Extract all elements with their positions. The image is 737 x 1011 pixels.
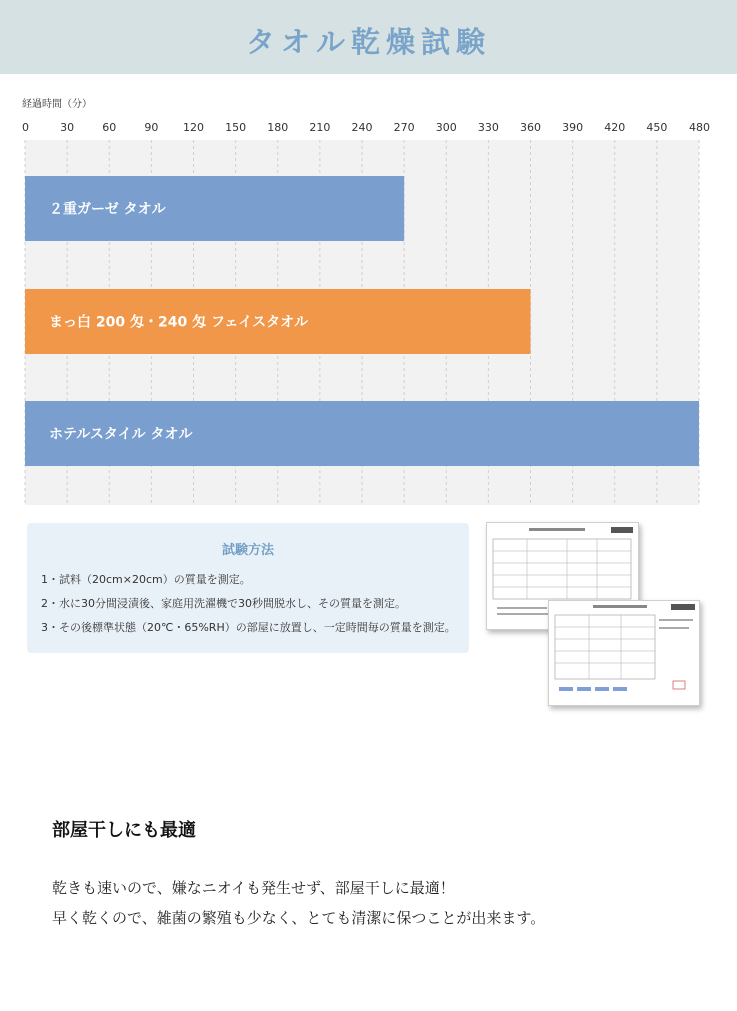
- page-title: タオル乾燥試験: [245, 25, 491, 59]
- tick-label: 210: [309, 121, 331, 134]
- tick-label: 60: [102, 121, 117, 134]
- title-banner: [0, 0, 737, 74]
- tick-label: 450: [646, 121, 668, 134]
- tick-label: 390: [562, 121, 584, 134]
- tick-label: 300: [435, 121, 457, 134]
- tick-label: 330: [477, 121, 499, 134]
- tick-label: 150: [225, 121, 247, 134]
- body-text: 乾きも速いので、嫌なニオイも発生せず、部屋干しに最適！: [52, 879, 455, 897]
- test-report-image: [548, 600, 700, 706]
- body-text: 早く乾くので、雑菌の繁殖も少なく、とても清潔に保つことが出来ます。: [52, 909, 546, 927]
- tick-label: 270: [393, 121, 415, 134]
- tick-label: 30: [60, 121, 75, 134]
- test-method-step: 3・その後標準状態（20℃・65%RH）の部屋に放置し、一定時間毎の質量を測定。: [41, 621, 456, 634]
- tick-label: 180: [267, 121, 289, 134]
- section-heading: 部屋干しにも最適: [52, 820, 196, 841]
- tick-label: 240: [351, 121, 373, 134]
- test-method-step: 2・水に30分間浸漬後、家庭用洗濯機で30秒間脱水し、その質量を測定。: [41, 597, 406, 610]
- tick-label: 420: [604, 121, 626, 134]
- test-method-step: 1・試料（20cm×20cm）の質量を測定。: [41, 573, 251, 586]
- bar-label: まっ白 200 匁・240 匁 フェイスタオル: [49, 314, 309, 331]
- axis-label: 経過時間（分）: [22, 99, 92, 110]
- tick-label: 360: [520, 121, 541, 134]
- plot-area: [22, 121, 710, 505]
- tick-label: 90: [144, 121, 159, 134]
- tick-label: 0: [22, 121, 29, 134]
- tick-label: 480: [689, 121, 710, 134]
- drying-time-chart: [0, 88, 737, 508]
- tick-label: 120: [183, 121, 204, 134]
- test-method-box: [27, 523, 469, 653]
- bar-label: ２重ガーゼ タオル: [49, 201, 166, 218]
- bar-label: ホテルスタイル タオル: [49, 426, 193, 443]
- test-method-title: 試験方法: [221, 543, 274, 558]
